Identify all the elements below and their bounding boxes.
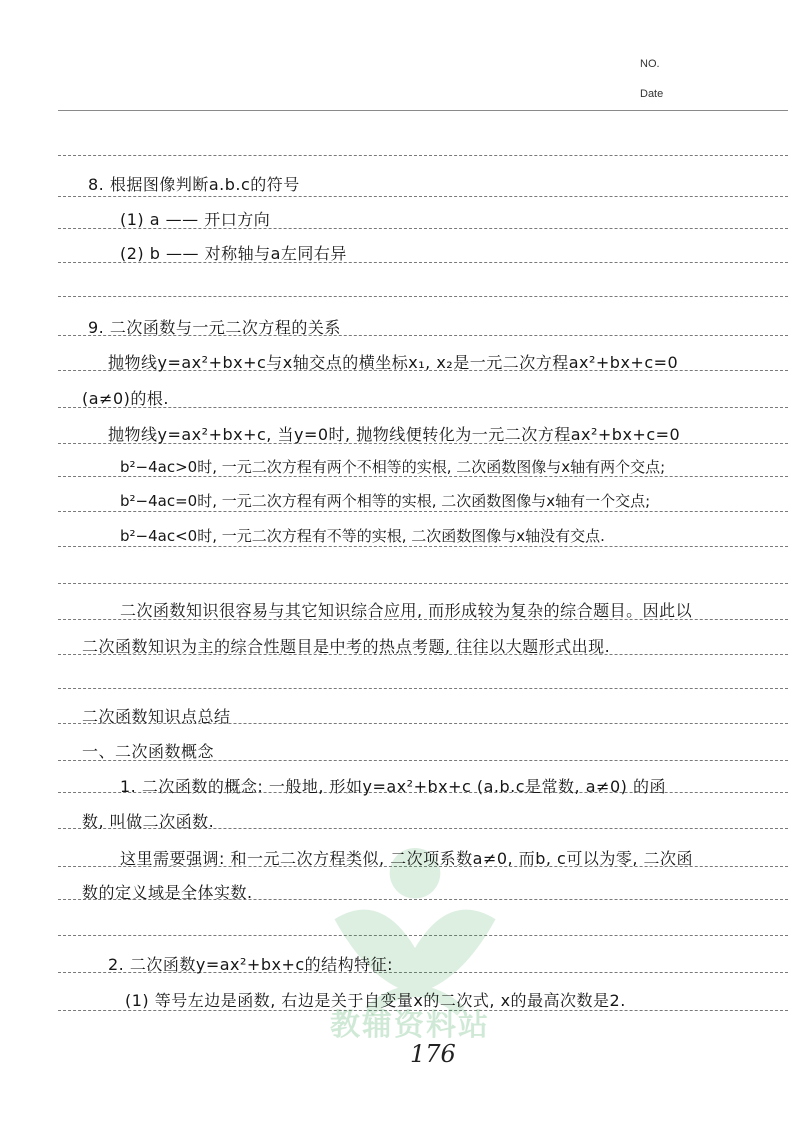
ruled-line [58, 935, 788, 936]
page-number: 176 [410, 1040, 456, 1068]
ruled-line [58, 296, 788, 297]
ruled-line [58, 688, 788, 689]
subsection-heading: 一、二次函数概念 [82, 742, 215, 761]
watermark-text: 教辅资料站 [330, 1008, 490, 1043]
ruled-line [58, 511, 788, 512]
note-line: 数, 叫做二次函数. [82, 812, 215, 831]
ruled-line [58, 546, 788, 547]
note-line: 抛物线y=ax²+bx+c, 当y=0时, 抛物线便转化为一元二次方程ax²+bx+c=0 [108, 425, 681, 444]
no-label: NO. [640, 58, 660, 70]
note-line: b²−4ac<0时, 一元二次方程有不等的实根, 二次函数图像与x轴没有交点. [120, 527, 605, 545]
date-label: Date [640, 88, 664, 100]
note-line: 数的定义域是全体实数. [82, 883, 253, 902]
note-line: 二次函数知识很容易与其它知识综合应用, 而形成较为复杂的综合题目。因此以 [120, 601, 693, 620]
note-line: (1) a —— 开口方向 [120, 210, 271, 229]
summary-heading: 二次函数知识点总结 [82, 707, 231, 726]
section-8-title: 8. 根据图像判断a.b.c的符号 [88, 175, 300, 194]
note-line: 2. 二次函数y=ax²+bx+c的结构特征: [108, 955, 394, 974]
note-line: (2) b —— 对称轴与a左同右异 [120, 244, 347, 263]
note-line: b²−4ac>0时, 一元二次方程有两个不相等的实根, 二次函数图像与x轴有两个交点; [120, 458, 666, 476]
ruled-line [58, 583, 788, 584]
ruled-line [58, 196, 788, 197]
note-line: 这里需要强调: 和一元二次方程类似, 二次项系数a≠0, 而b, c可以为零, 二次函 [120, 849, 694, 868]
note-line: 1. 二次函数的概念: 一般地, 形如y=ax²+bx+c (a.b.c是常数, a≠0) 的函 [120, 777, 666, 796]
note-line: (a≠0)的根. [82, 389, 169, 408]
ruled-line [58, 110, 788, 111]
note-line: (1) 等号左边是函数, 右边是关于自变量x的二次式, x的最高次数是2. [125, 991, 626, 1010]
ruled-line [58, 155, 788, 156]
note-line: 抛物线y=ax²+bx+c与x轴交点的横坐标x₁, x₂是一元二次方程ax²+bx+c=0 [108, 353, 679, 372]
section-9-title: 9. 二次函数与一元二次方程的关系 [88, 318, 341, 337]
note-line: b²−4ac=0时, 一元二次方程有两个相等的实根, 二次函数图像与x轴有一个交点; [120, 492, 651, 510]
note-line: 二次函数知识为主的综合性题目是中考的热点考题, 往往以大题形式出现. [82, 637, 611, 656]
